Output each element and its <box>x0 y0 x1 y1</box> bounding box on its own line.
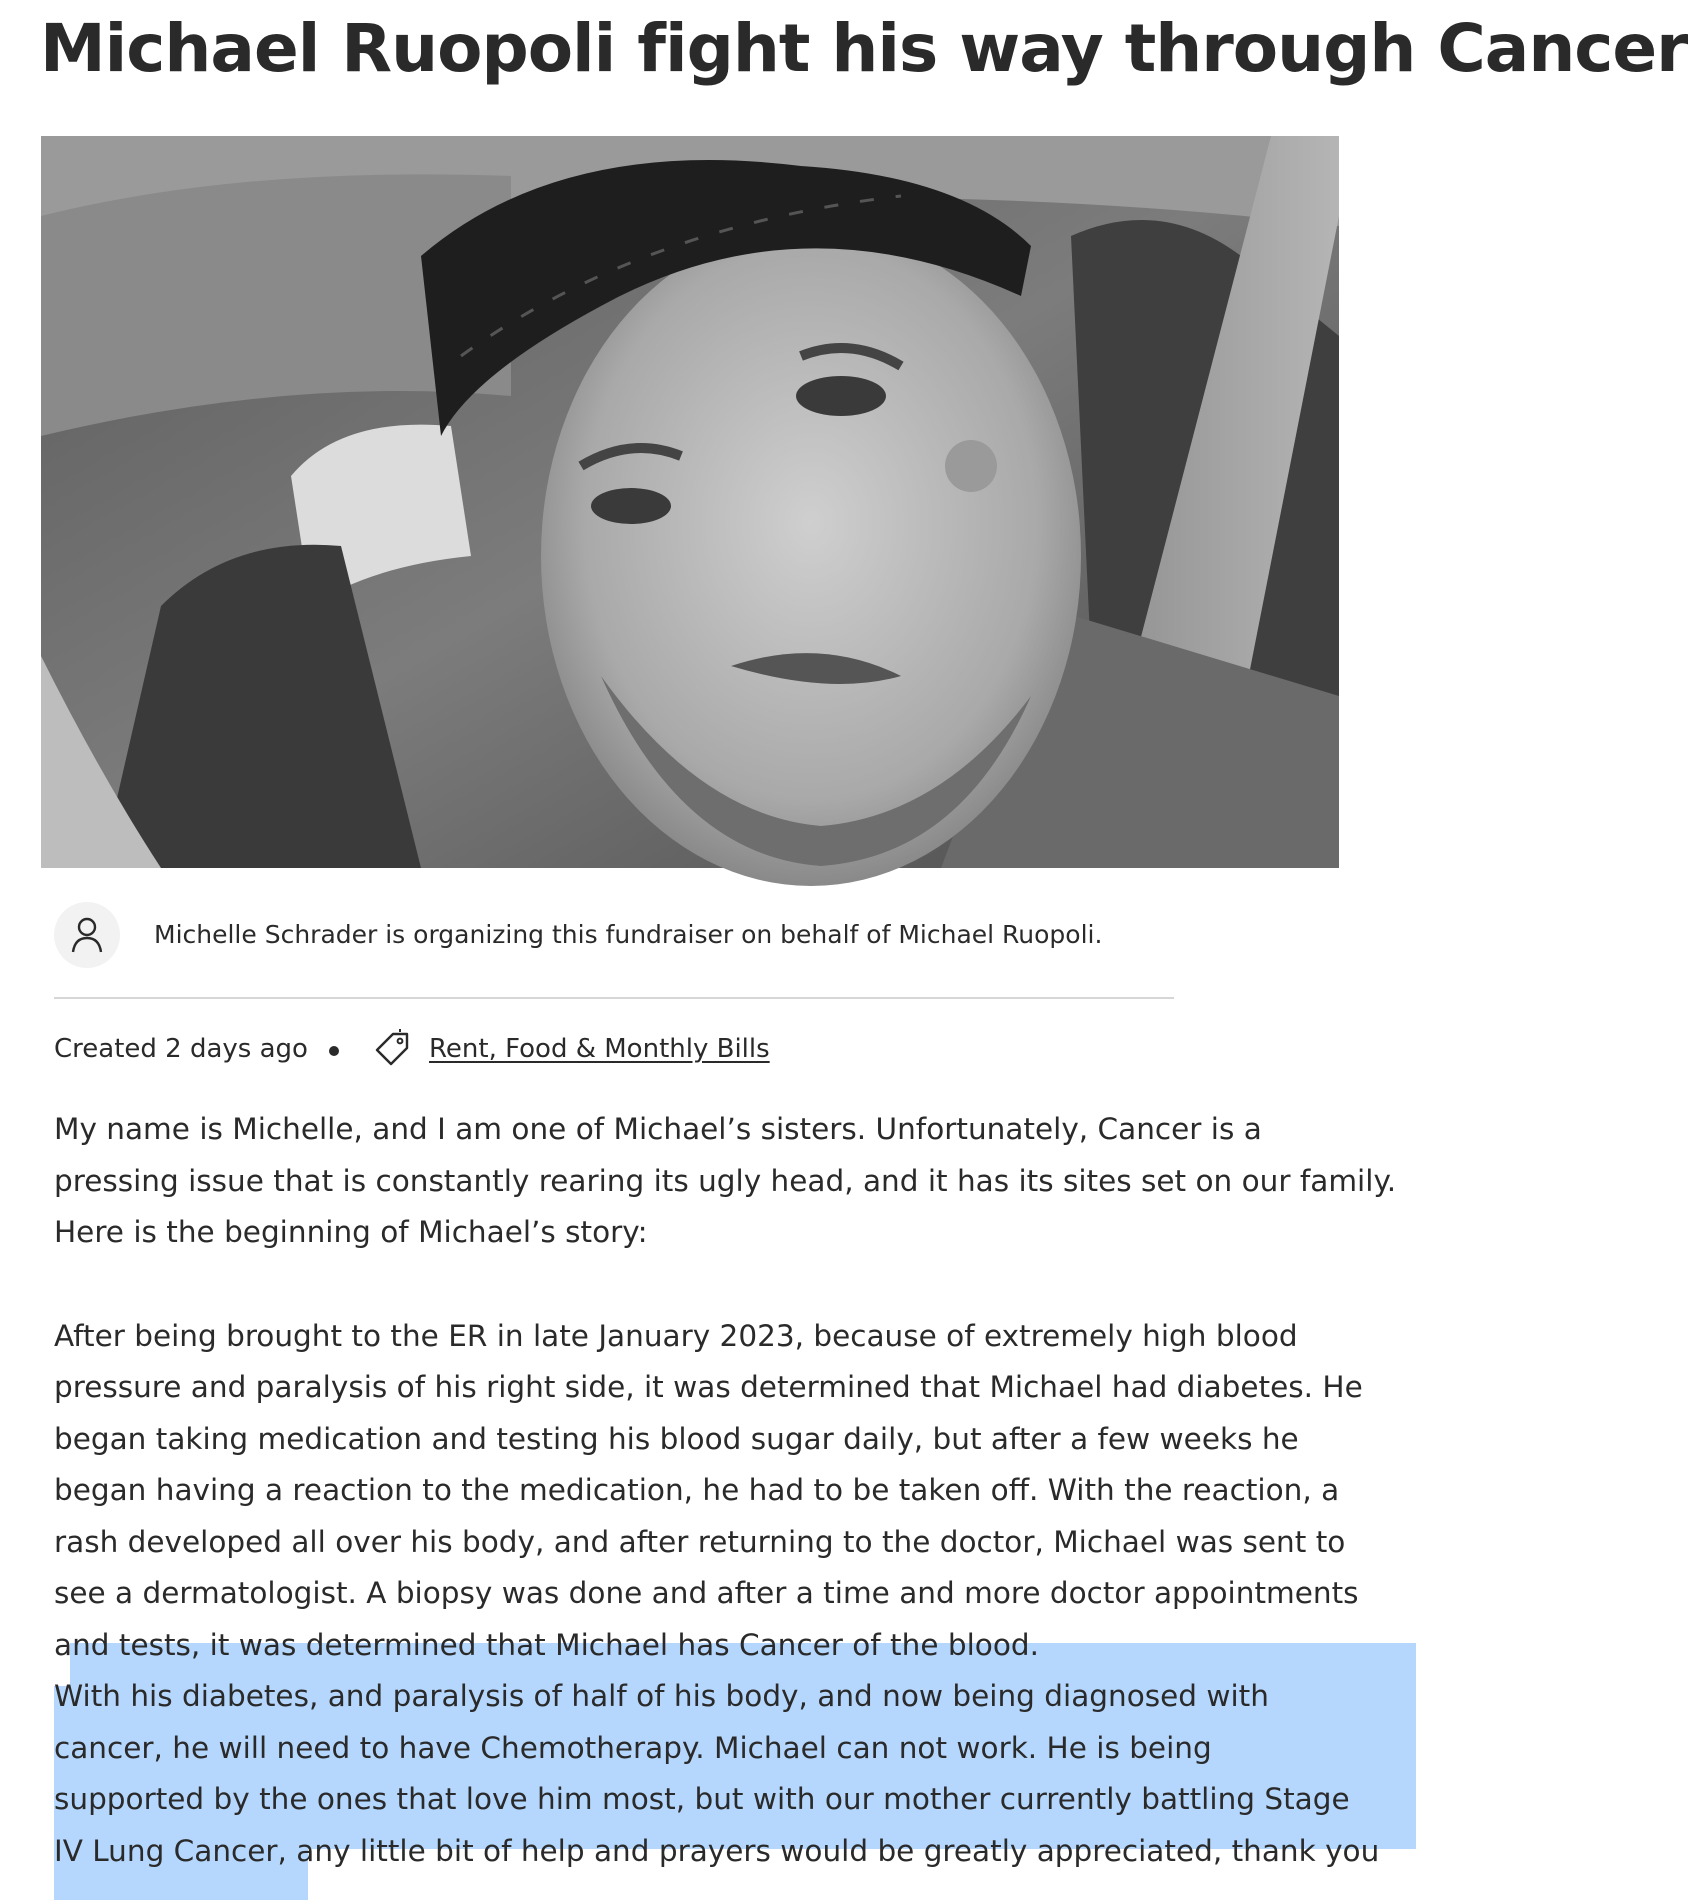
story-line: pressing issue that is constantly rearing its ugly head, and it has its sites set on our family. <box>54 1163 1397 1198</box>
campaign-meta <box>54 1028 1174 1072</box>
tag-icon <box>371 1028 413 1070</box>
category-link[interactable]: Rent, Food & Monthly Bills <box>429 1034 770 1064</box>
story-line: pressure and paralysis of his right side, it was determined that Michael had diabetes. He <box>54 1370 1363 1404</box>
story-line: My name is Michelle, and I am one of Michael’s sisters. Unfortunately, Cancer is a <box>54 1112 1262 1146</box>
story-line: began taking medication and testing his blood sugar daily, but after a few weeks he <box>54 1421 1299 1456</box>
story-line: With his diabetes, and paralysis of half of his body, and now being diagnosed with <box>54 1679 1269 1713</box>
story-line: supported by the ones that love him most, but with our mother currently battling Stage <box>54 1782 1350 1816</box>
created-date: Created 2 days ago <box>54 1034 308 1064</box>
story-line: After being brought to the ER in late January 2023, because of extremely high blood <box>54 1318 1298 1353</box>
avatar <box>54 902 120 968</box>
divider <box>54 997 1174 999</box>
story-line: IV Lung Cancer, any little bit of help and prayers would be greatly appreciated, thank you <box>54 1833 1380 1868</box>
paragraph-gap <box>54 1259 1414 1311</box>
story-line: cancer, he will need to have Chemotherapy. Michael can not work. He is being <box>54 1730 1212 1765</box>
story-text <box>54 1104 1414 1877</box>
story-line: began having a reaction to the medication, he had to be taken off. With the reaction, a <box>54 1473 1340 1507</box>
organizer-text: Michelle Schrader is organizing this fundraiser on behalf of Michael Ruopoli. <box>154 920 1103 949</box>
page-title: Michael Ruopoli fight his way through Cancer <box>40 10 1688 87</box>
user-icon <box>71 916 103 954</box>
story-line: Here is the beginning of Michael’s story: <box>54 1215 648 1249</box>
story-line: rash developed all over his body, and after returning to the doctor, Michael was sent to <box>54 1524 1346 1559</box>
story-line: and tests, it was determined that Michael has Cancer of the blood. <box>54 1627 1039 1662</box>
separator-dot <box>329 1046 339 1056</box>
organizer-row <box>54 902 1174 968</box>
campaign-photo <box>41 136 1339 868</box>
story-line: see a dermatologist. A biopsy was done and after a time and more doctor appointments <box>54 1576 1359 1610</box>
